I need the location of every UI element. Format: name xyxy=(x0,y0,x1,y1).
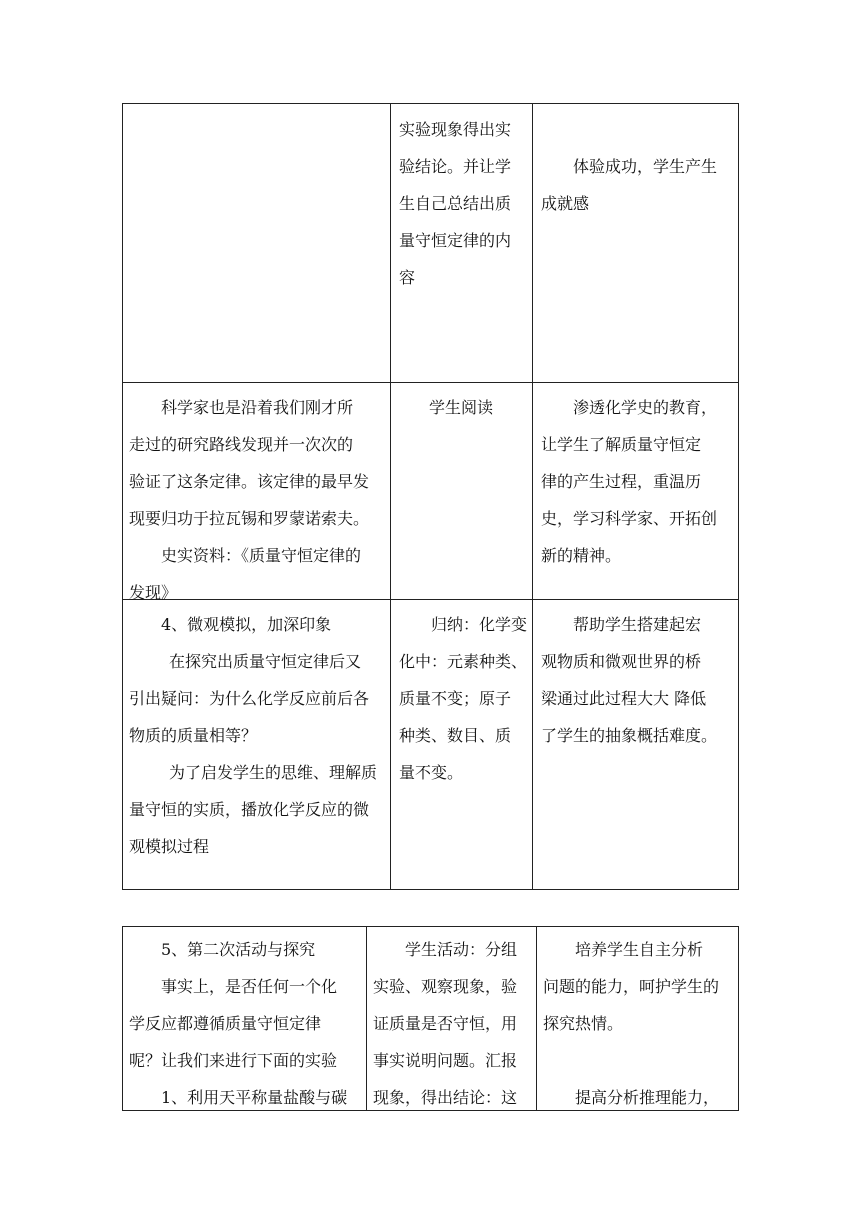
text-line: 实验、观察现象，验 xyxy=(373,977,518,996)
t1-r1-intent-cell xyxy=(541,148,736,222)
text-line: 量守恒的实质，播放化学反应的微 xyxy=(129,800,370,819)
text-line: 提高分析推理能力， xyxy=(575,1088,720,1107)
text-line: 容 xyxy=(399,268,416,287)
text-line: 观物质和微观世界的桥 xyxy=(541,652,702,671)
text-line xyxy=(543,1042,738,1079)
text-line: 律的产生过程，重温历 xyxy=(541,472,702,491)
text-line: 实验现象得出实 xyxy=(399,120,512,139)
t1-r2-intent-cell xyxy=(541,389,736,574)
text-line: 科学家也是沿着我们刚才所 xyxy=(161,398,354,417)
text-line: 梁通过此过程大大 降低 xyxy=(541,689,707,708)
t1-r2-activity-cell xyxy=(390,389,532,426)
text-line: 5、第二次活动与探究 xyxy=(161,940,316,959)
text-line: 现要归功于拉瓦锡和罗蒙诺索夫。 xyxy=(129,509,370,528)
text-line: 渗透化学史的教育， xyxy=(573,398,718,417)
text-line: 在探究出质量守恒定律后又 xyxy=(169,652,362,671)
t2-r1-intent-cell xyxy=(543,931,738,1116)
t2-r1-process-cell xyxy=(129,931,364,1116)
t1-r2-process-cell xyxy=(129,389,387,611)
text-line: 培养学生自主分析 xyxy=(575,940,704,959)
text-line: 体验成功，学生产生 xyxy=(573,157,718,176)
text-line: 了学生的抽象概括难度。 xyxy=(541,726,718,745)
text-line: 让学生了解质量守恒定 xyxy=(541,435,702,454)
text-line: 发现》 xyxy=(129,583,178,602)
text-line: 引出疑问：为什么化学反应前后各 xyxy=(129,689,370,708)
text-line: 物质的质量相等？ xyxy=(129,726,258,745)
column-divider xyxy=(390,104,391,889)
t1-r1-process-cell xyxy=(123,104,390,382)
text-line: 现象，得出结论：这 xyxy=(373,1088,518,1107)
text-line: 生自己总结出质 xyxy=(399,194,512,213)
text-line: 4、微观模拟，加深印象 xyxy=(161,615,332,634)
t1-r3-activity-cell xyxy=(399,606,529,791)
column-divider xyxy=(532,104,533,889)
text-line: 量守恒定律的内 xyxy=(399,231,512,250)
lesson-table-2 xyxy=(122,926,739,1111)
text-line: 学反应都遵循质量守恒定律 xyxy=(129,1014,322,1033)
text-line: 史，学习科学家、开拓创 xyxy=(541,509,718,528)
text-line: 探究热情。 xyxy=(543,1014,624,1033)
text-line: 事实上，是否任何一个化 xyxy=(161,977,338,996)
t2-r1-activity-cell xyxy=(373,931,533,1116)
text-line: 量不变。 xyxy=(399,763,464,782)
text-line: 归纳：化学变 xyxy=(431,615,528,634)
text-line: 1、利用天平称量盐酸与碳 xyxy=(161,1088,348,1107)
column-divider xyxy=(366,927,367,1110)
column-divider xyxy=(536,927,537,1110)
text-line: 证质量是否守恒，用 xyxy=(373,1014,518,1033)
t1-r1-activity-cell xyxy=(399,111,527,296)
text-line: 成就感 xyxy=(541,194,590,213)
text-line: 史实资料：《质量守恒定律的 xyxy=(161,546,362,565)
text-line: 种类、数目、质 xyxy=(399,726,512,745)
text-line: 帮助学生搭建起宏 xyxy=(573,615,702,634)
text-line: 走过的研究路线发现并一次次的 xyxy=(129,435,354,454)
t1-r3-intent-cell xyxy=(541,606,736,754)
text-line: 化中：元素种类、 xyxy=(399,652,528,671)
text-line: 验证了这条定律。该定律的最早发 xyxy=(129,472,370,491)
text-line: 验结论。并让学 xyxy=(399,157,512,176)
text-line: 事实说明问题。汇报 xyxy=(373,1051,518,1070)
text-line: 学生阅读 xyxy=(428,398,493,417)
lesson-table-1 xyxy=(122,103,739,890)
t1-r3-process-cell xyxy=(129,606,387,865)
row-divider xyxy=(123,382,738,383)
text-line: 呢？让我们来进行下面的实验 xyxy=(129,1051,338,1070)
text-line: 为了启发学生的思维、理解质 xyxy=(169,763,378,782)
text-line: 观模拟过程 xyxy=(129,837,210,856)
text-line: 问题的能力，呵护学生的 xyxy=(543,977,720,996)
text-line: 新的精神。 xyxy=(541,546,622,565)
text-line: 质量不变；原子 xyxy=(399,689,512,708)
text-line: 学生活动：分组 xyxy=(405,940,518,959)
